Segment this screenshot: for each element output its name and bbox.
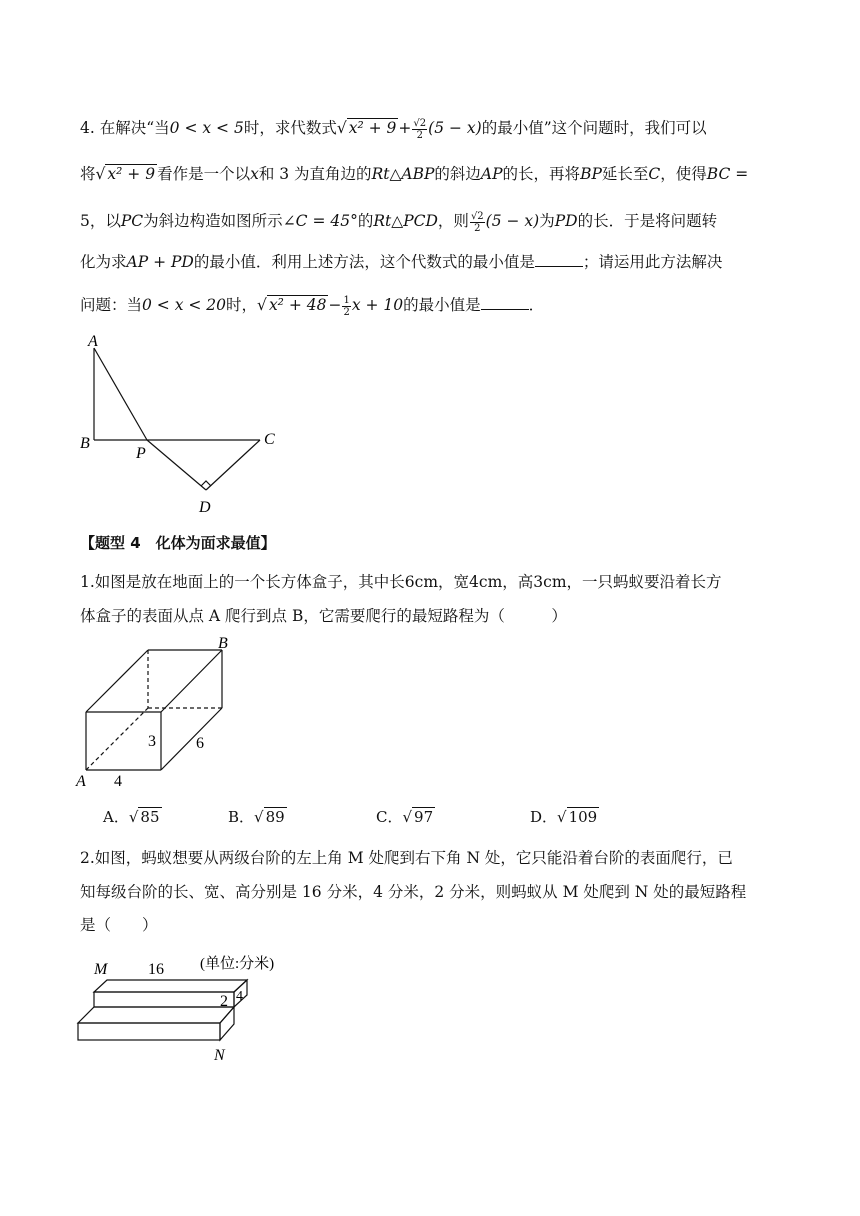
q4-seg: PD — [554, 212, 578, 230]
option-letter: A． — [103, 808, 129, 826]
p2-line-1: 2.如图，蚂蚁想要从两级台阶的左上角 M 处爬到右下角 N 处，它只能沿着台阶的表面爬行，已 — [80, 849, 733, 867]
q4-radicand: x² + 48 — [268, 296, 327, 314]
option-c[interactable] — [376, 806, 435, 827]
q4-expr: x + 10 — [351, 296, 404, 314]
sqrt-symbol: √ — [557, 808, 567, 826]
q4-plus: + — [398, 119, 412, 137]
q4-text: ． — [528, 296, 545, 314]
label-height: 3 — [148, 733, 156, 750]
q4-text: 的长．于是将问题转 — [577, 212, 718, 230]
sqrt-symbol: √ — [254, 808, 264, 826]
q4-line-4 — [80, 245, 784, 279]
q4-text: ；请运用此方法解决 — [582, 253, 723, 271]
segment-dc — [206, 440, 260, 490]
q4-triangle: Rt△PCD — [373, 212, 438, 230]
label-n: N — [214, 1047, 225, 1064]
q4-number: 4. — [80, 119, 95, 137]
label-m: M — [94, 961, 108, 978]
q4-text: ，则 — [437, 212, 469, 230]
q4-line-1 — [80, 111, 784, 145]
q4-text: 时，求代数式 — [243, 119, 337, 137]
answer-blank-1[interactable] — [535, 250, 583, 267]
fraction-numerator: √2 — [470, 210, 484, 222]
label-unit: (单位:分米) — [200, 956, 275, 972]
sqrt-symbol: √ — [336, 119, 347, 137]
q4-expr: (5 − x) — [428, 119, 482, 137]
q4-line-3 — [80, 204, 784, 238]
q4-text: 的 — [357, 212, 374, 230]
sqrt-symbol: √ — [128, 808, 139, 826]
label-d: D — [199, 499, 211, 516]
q4-seg: AP — [480, 165, 503, 183]
fraction-numerator: √2 — [413, 117, 427, 129]
box-figure — [72, 628, 242, 790]
q4-text: 将 — [80, 165, 96, 183]
p1-options — [103, 806, 703, 830]
segment-pd — [147, 440, 206, 490]
stairs-figure — [70, 950, 330, 1070]
q4-condition: 0 < x < 5 — [169, 119, 244, 137]
option-letter: B． — [228, 808, 255, 826]
q4-text: 看作是一个以 — [157, 165, 251, 183]
segment-ap — [94, 348, 147, 440]
q4-text: 的最小值．利用上述方法，这个代数式的最小值是 — [193, 253, 535, 271]
label-c: C — [264, 431, 275, 448]
q4-var: x — [250, 165, 259, 183]
q4-fraction — [412, 118, 427, 141]
p2-line-3: 是（ ） — [80, 916, 158, 934]
section-heading: 【题型 4 化体为面求最值】 — [80, 534, 276, 552]
p2-line-2: 知每级台阶的长、宽、高分别是 16 分米，4 分米，2 分米，则蚂蚁从 M 处爬到 N 处的最短路程 — [80, 883, 747, 901]
q4-text: ，使得 — [660, 165, 707, 183]
label-length: 6 — [196, 735, 204, 752]
q4-line-5 — [80, 288, 784, 322]
label-width: 4 — [114, 773, 122, 790]
label-p: P — [136, 445, 146, 462]
option-value: 85 — [140, 808, 160, 826]
q4-text: 为 — [539, 212, 555, 230]
p1-line-1: 1.如图是放在地面上的一个长方体盒子，其中长6cm，宽4cm，高3cm，一只蚂蚁要沿着长方 — [80, 573, 722, 591]
q4-condition: 0 < x < 20 — [142, 296, 227, 314]
q4-fraction-2 — [342, 295, 350, 318]
label-b: B — [80, 435, 90, 452]
q4-triangle: Rt△ABP — [371, 165, 435, 183]
fraction-denominator: 2 — [474, 222, 481, 234]
q4-text: 的最小值是 — [403, 296, 481, 314]
q4-text: 时， — [226, 296, 258, 314]
label-b: B — [218, 635, 228, 652]
sqrt-symbol: √ — [257, 296, 267, 314]
q4-text: 延长至 — [601, 165, 649, 183]
sqrt-symbol: √ — [95, 165, 106, 183]
option-a[interactable] — [103, 806, 162, 827]
q4-text: 的长，再将 — [502, 165, 581, 183]
option-value: 109 — [568, 808, 598, 826]
q4-point: C — [648, 165, 661, 183]
option-letter: C． — [376, 808, 403, 826]
q4-figure — [70, 330, 290, 520]
q4-line-2 — [80, 157, 784, 191]
q4-minus: − — [328, 296, 342, 314]
answer-blank-2[interactable] — [481, 293, 529, 310]
q4-text: 5，以 — [80, 212, 121, 230]
right-angle-mark — [201, 481, 211, 486]
option-value: 97 — [414, 808, 434, 826]
q4-seg: PC — [120, 212, 144, 230]
fraction-denominator: 2 — [416, 129, 423, 141]
option-d[interactable] — [530, 806, 599, 827]
fraction-denominator: 2 — [343, 306, 350, 318]
q4-radicand: x² + 9 — [107, 165, 156, 183]
q4-radicand: x² + 9 — [348, 119, 397, 137]
label-length: 16 — [148, 961, 164, 978]
fraction-numerator: 1 — [343, 294, 350, 306]
q4-text: 在解决“当 — [99, 119, 170, 137]
option-value: 89 — [265, 808, 285, 826]
label-width: 4 — [236, 989, 243, 1004]
label-a: A — [88, 333, 98, 350]
label-height: 2 — [220, 993, 228, 1010]
q4-seg: BC = — [706, 165, 749, 183]
sqrt-symbol: √ — [402, 808, 413, 826]
q4-text: 的最小值”这个问题时，我们可以 — [481, 119, 707, 137]
q4-text: 的斜边 — [434, 165, 481, 183]
q4-expr: (5 − x) — [485, 212, 540, 230]
q4-text: 化为求 — [80, 253, 127, 271]
q4-seg: BP — [580, 165, 602, 183]
p1-line-2: 体盒子的表面从点 A 爬行到点 B，它需要爬行的最短路程为（ ） — [80, 607, 567, 625]
q4-text: 和 3 为直角边的 — [258, 165, 372, 183]
option-b[interactable] — [228, 806, 287, 827]
q4-text: 问题：当 — [80, 296, 143, 314]
q4-angle: ∠C = 45° — [282, 212, 358, 230]
q4-text: 为斜边构造如图所示 — [143, 212, 283, 230]
q4-fraction — [470, 211, 485, 234]
label-a: A — [76, 773, 86, 790]
q4-expr: AP + PD — [126, 253, 194, 271]
option-letter: D． — [530, 808, 558, 826]
